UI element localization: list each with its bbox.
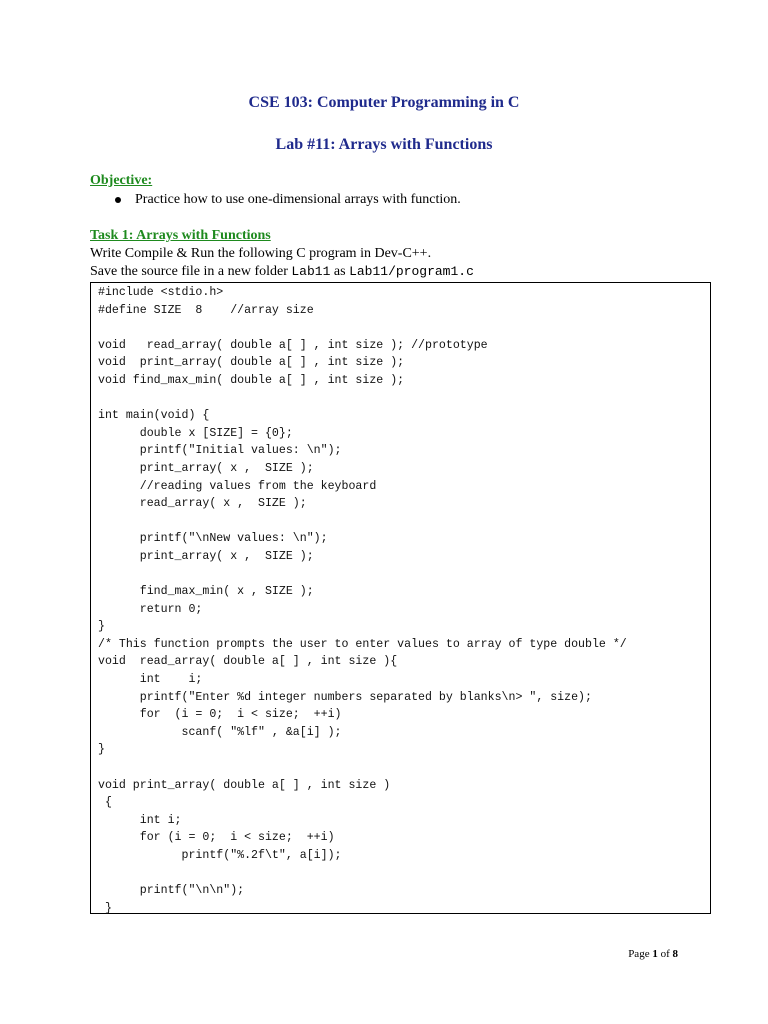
bullet-icon	[115, 197, 121, 203]
code-line: }	[98, 620, 105, 634]
folder-name: Lab11	[291, 264, 331, 279]
code-line: }	[98, 743, 105, 757]
code-line: print_array( x , SIZE );	[98, 461, 314, 475]
objective-heading: Objective:	[90, 173, 153, 188]
code-line: void read_array( double a[ ] , int size ){	[98, 655, 398, 669]
code-line	[98, 759, 710, 777]
page-current: 1	[652, 948, 658, 960]
code-line: printf("\n\n");	[98, 884, 245, 898]
instruction-2-middle: as	[330, 264, 350, 279]
code-line: printf("Initial values: \n");	[98, 444, 342, 458]
code-line: {	[98, 796, 112, 810]
page-of: of	[657, 948, 673, 960]
task-heading: Task 1: Arrays with Functions	[90, 228, 271, 243]
code-line	[98, 566, 710, 584]
code-line: int i;	[98, 673, 203, 687]
objective-item	[115, 192, 461, 208]
code-line: }	[98, 901, 112, 915]
code-line: void read_array( double a[ ] , int size ); //prototype	[98, 338, 488, 352]
code-line: find_max_min( x , SIZE );	[98, 585, 314, 599]
instruction-2-prefix: Save the source file in a new folder	[90, 264, 292, 279]
code-line: int i;	[98, 813, 182, 827]
code-line: printf("Enter %d integer numbers separated by blanks\n> ", size);	[98, 690, 592, 704]
task-instruction-2	[90, 264, 474, 280]
code-line: double x [SIZE] = {0};	[98, 426, 293, 440]
code-line: for (i = 0; i < size; ++i)	[98, 831, 335, 845]
code-line	[98, 390, 710, 408]
code-listing	[90, 282, 711, 914]
task-instruction-1: Write Compile & Run the following C program in Dev-C++.	[90, 246, 432, 261]
page-footer	[628, 948, 678, 960]
code-line: #include <stdio.h>	[98, 286, 224, 299]
code-line: int main(void) {	[98, 409, 210, 423]
code-line: for (i = 0; i < size; ++i)	[98, 708, 342, 722]
code-line: print_array( x , SIZE );	[98, 549, 314, 563]
code-line: void print_array( double a[ ] , int size );	[98, 356, 405, 370]
page-total: 8	[672, 948, 678, 960]
code-line: return 0;	[98, 602, 203, 616]
lab-title: Lab #11: Arrays with Functions	[275, 136, 493, 153]
code-line	[98, 513, 710, 531]
code-line	[98, 319, 710, 337]
code-line	[98, 865, 710, 883]
file-path: Lab11/program1.c	[349, 264, 474, 279]
objective-list	[115, 192, 461, 208]
code-line: void print_array( double a[ ] , int size )	[98, 778, 391, 792]
code-line: /* This function prompts the user to enter values to array of type double */	[98, 637, 627, 651]
code-line: void find_max_min( double a[ ] , int size );	[98, 373, 405, 387]
code-line: printf("%.2f\t", a[i]);	[98, 849, 342, 862]
code-line: printf("\nNew values: \n");	[98, 532, 328, 546]
page-label: Page	[628, 948, 653, 960]
code-line: #define SIZE 8 //array size	[98, 303, 314, 317]
code-line: read_array( x , SIZE );	[98, 497, 307, 511]
code-line: //reading values from the keyboard	[98, 479, 377, 493]
objective-item-text: Practice how to use one-dimensional arrays with function.	[135, 192, 461, 207]
course-title: CSE 103: Computer Programming in C	[248, 94, 520, 111]
code-line: scanf( "%lf" , &a[i] );	[98, 725, 342, 739]
